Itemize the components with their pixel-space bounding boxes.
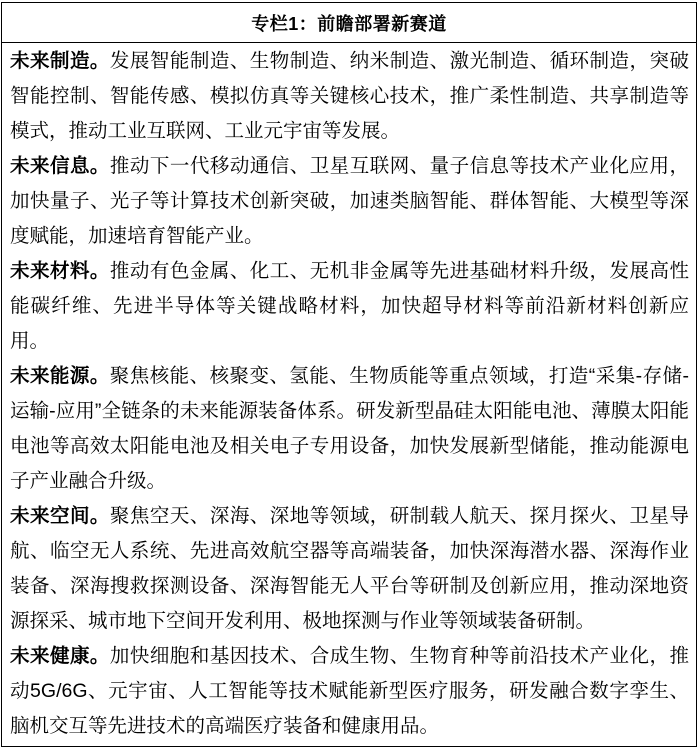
- box-title: 专栏1：前瞻部署新赛道: [2, 3, 696, 43]
- paragraph-text: 聚焦核能、核聚变、氢能、生物质能等重点领域，打造“采集-存储-运输-应用”全链条的未来能源装备体系。研发新型晶硅太阳能电池、薄膜太阳能电池等高效太阳能电池及相关电子专用设备，加快发展新型储能，推动能源电子产业融合升级。: [10, 365, 689, 492]
- paragraph-future-health: [10, 639, 689, 744]
- callout-box: [1, 2, 697, 747]
- paragraph-lead: 未来材料。: [10, 260, 110, 282]
- paragraph-future-information: [10, 149, 689, 254]
- paragraph-lead: 未来空间。: [10, 505, 110, 527]
- paragraph-text: 发展智能制造、生物制造、纳米制造、激光制造、循环制造，突破智能控制、智能传感、模拟仿真等关键核心技术，推广柔性制造、共享制造等模式，推动工业互联网、工业元宇宙等发展。: [10, 50, 689, 142]
- paragraph-lead: 未来制造。: [10, 50, 110, 72]
- paragraph-lead: 未来能源。: [10, 365, 110, 387]
- box-body: [2, 43, 696, 744]
- paragraph-future-energy: [10, 359, 689, 499]
- paragraph-lead: 未来信息。: [10, 155, 110, 177]
- paragraph-text: 加快细胞和基因技术、合成生物、生物育种等前沿技术产业化，推动5G/6G、元宇宙、人工智能等技术赋能新型医疗服务，研发融合数字孪生、脑机交互等先进技术的高端医疗装备和健康用品。: [10, 645, 689, 737]
- paragraph-future-materials: [10, 254, 689, 359]
- paragraph-text: 推动下一代移动通信、卫星互联网、量子信息等技术产业化应用，加快量子、光子等计算技术创新突破，加速类脑智能、群体智能、大模型等深度赋能，加速培育智能产业。: [10, 155, 689, 247]
- paragraph-text: 推动有色金属、化工、无机非金属等先进基础材料升级，发展高性能碳纤维、先进半导体等关键战略材料，加快超导材料等前沿新材料创新应用。: [10, 260, 689, 352]
- paragraph-future-manufacturing: [10, 44, 689, 149]
- paragraph-future-space: [10, 499, 689, 639]
- paragraph-lead: 未来健康。: [10, 645, 110, 667]
- paragraph-text: 聚焦空天、深海、深地等领域，研制载人航天、探月探火、卫星导航、临空无人系统、先进高效航空器等高端装备，加快深海潜水器、深海作业装备、深海搜救探测设备、深海智能无人平台等研制及创新应用，推动深地资源探采、城市地下空间开发利用、极地探测与作业等领域装备研制。: [10, 505, 689, 632]
